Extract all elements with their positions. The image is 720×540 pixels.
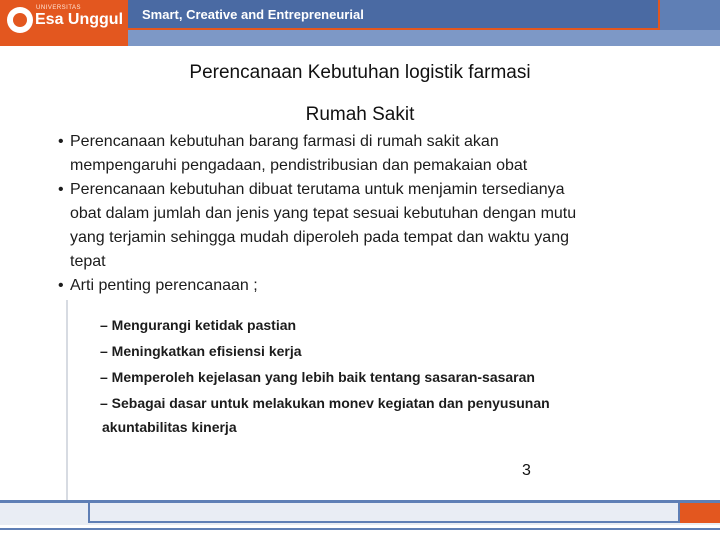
bullet-marker: • [58, 181, 64, 198]
bullet-marker: • [58, 277, 64, 294]
sub-item: – Sebagai dasar untuk melakukan monev kegiatan dan penyusunan [100, 395, 550, 411]
page-number: 3 [522, 462, 531, 479]
bullet-line: yang terjamin sehingga mudah diperoleh pada tempat dan waktu yang [70, 229, 569, 246]
sub-item: – Mengurangi ketidak pastian [100, 317, 297, 333]
bullet-item [58, 178, 688, 274]
bullet-item [58, 130, 688, 178]
footer-rule-bottom [0, 528, 720, 530]
bullet-line: Perencanaan kebutuhan dibuat terutama untuk menjamin tersedianya [70, 181, 565, 198]
slide-content [0, 46, 720, 496]
sub-item-list [100, 312, 620, 438]
sub-item: – Meningkatkan efisiensi kerja [100, 343, 302, 359]
bullet-list [58, 130, 688, 298]
university-logo [0, 0, 128, 46]
sub-item-continuation: akuntabilitas kinerja [102, 419, 237, 435]
sub-item: – Memperoleh kejelasan yang lebih baik tentang sasaran-sasaran [100, 369, 535, 385]
tagline-bar [128, 0, 660, 30]
bullet-line: Arti penting perencanaan ; [70, 277, 258, 294]
bullet-line: Perencanaan kebutuhan barang farmasi di rumah sakit akan [70, 133, 499, 150]
logo-emblem-icon [7, 7, 33, 33]
bullet-line: obat dalam jumlah dan jenis yang tepat sesuai kebutuhan dengan mutu [70, 205, 577, 222]
bullet-marker: • [58, 133, 64, 150]
logo-text: Esa Unggul [35, 11, 124, 28]
slide-header [0, 0, 720, 46]
slide-title-line1: Perencanaan Kebutuhan logistik farmasi [189, 62, 531, 83]
bullet-line: mempengaruhi pengadaan, pendistribusian dan pemakaian obat [70, 157, 528, 174]
tagline-text: Smart, Creative and Entrepreneurial [142, 7, 364, 22]
bullet-line: tepat [70, 253, 106, 270]
logo-small-text: UNIVERSITAS [36, 5, 82, 11]
footer-accent [680, 503, 720, 523]
bullet-item [58, 274, 688, 298]
slide-title-line2: Rumah Sakit [305, 104, 415, 125]
footer-frame [88, 503, 680, 523]
header-stripe [128, 30, 720, 46]
